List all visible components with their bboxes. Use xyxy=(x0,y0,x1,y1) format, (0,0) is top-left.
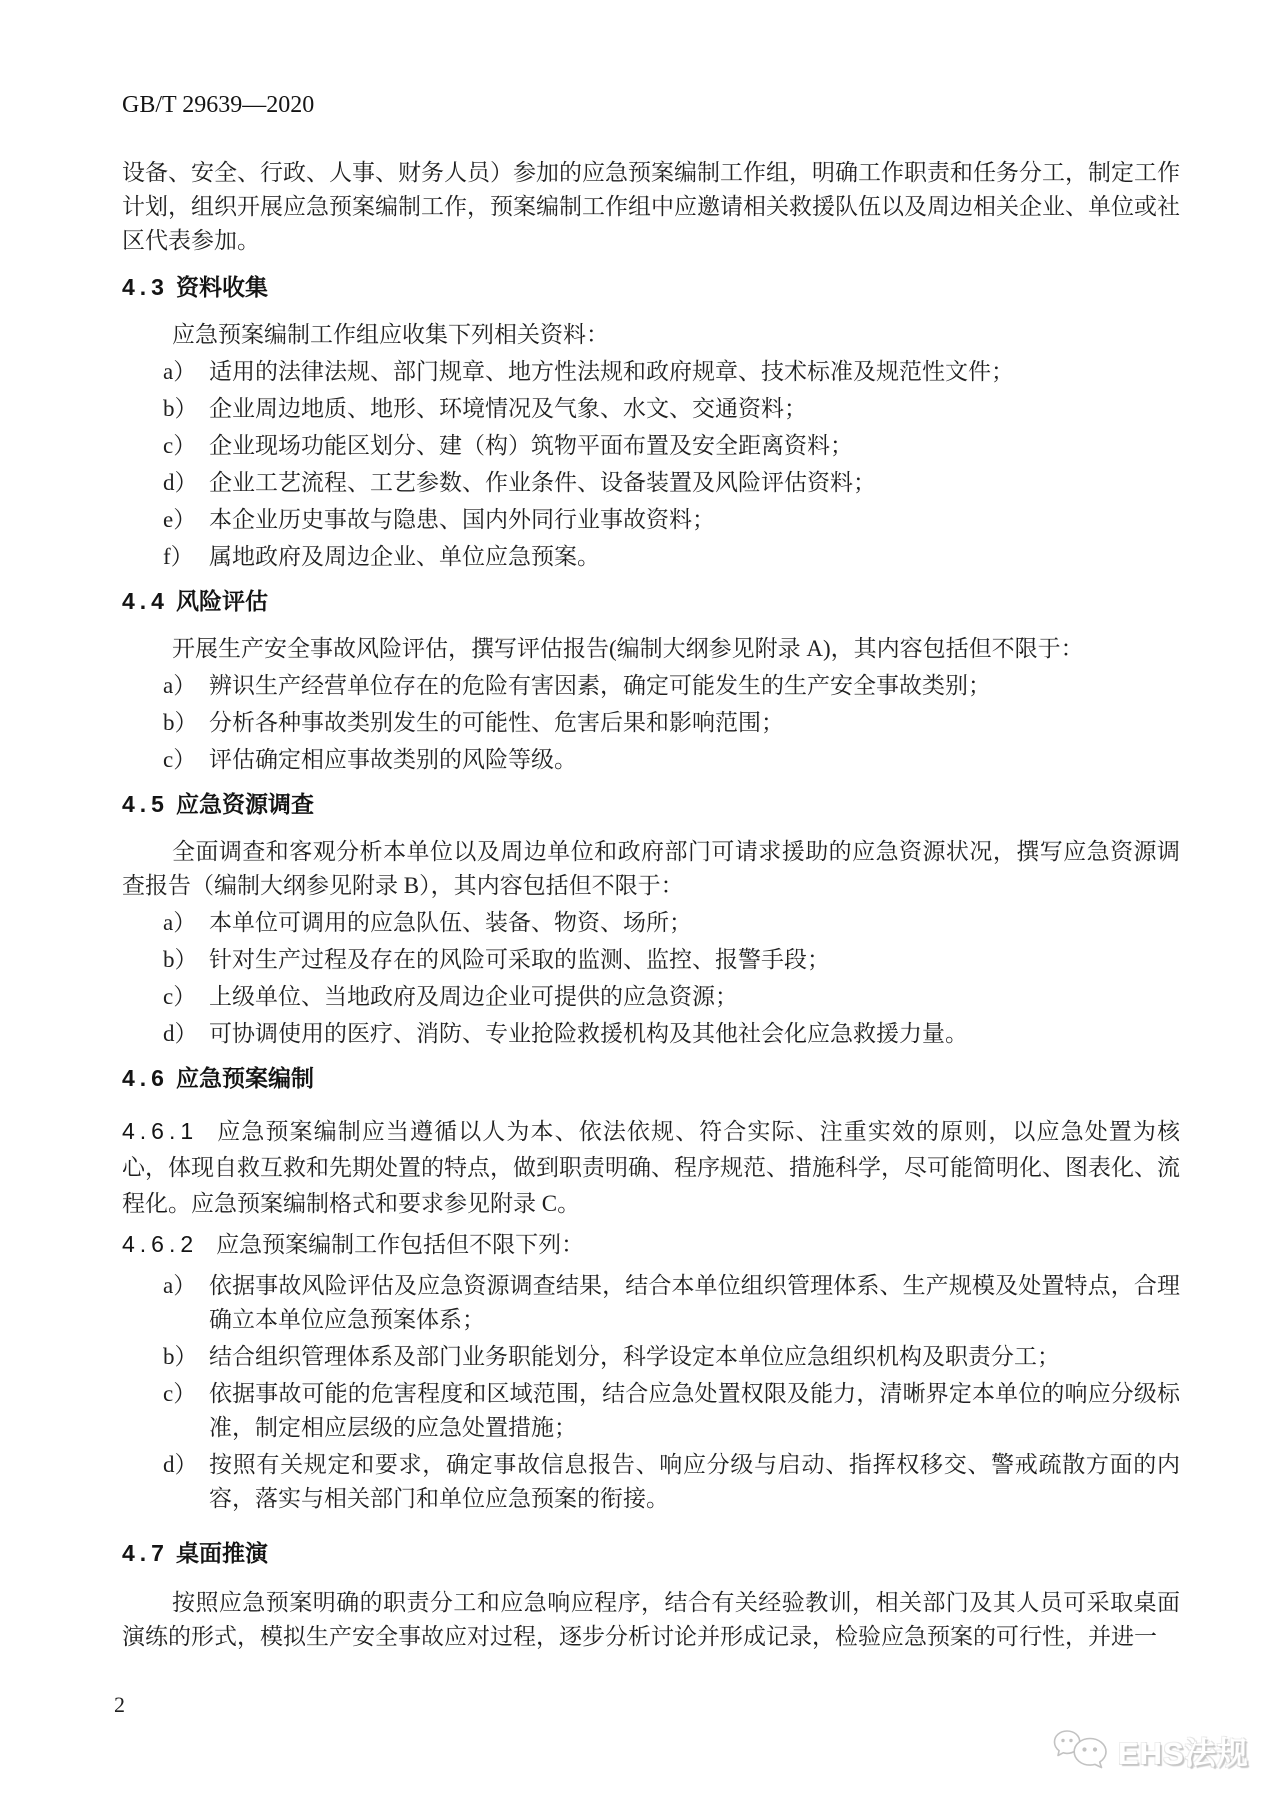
item-marker: d） xyxy=(163,470,198,495)
section-4-4-heading xyxy=(122,586,1180,616)
item-marker: a） xyxy=(163,359,197,384)
watermark xyxy=(1052,1728,1249,1773)
item-marker: b） xyxy=(163,1344,198,1369)
list-item xyxy=(122,669,1180,703)
section-4-5-heading xyxy=(122,789,1180,819)
item-text: 结合组织管理体系及部门业务职能划分，科学设定本单位应急组织机构及职责分工； xyxy=(209,1344,1060,1369)
item-text: 依据事故可能的危害程度和区域范围，结合应急处置权限及能力，清晰界定本单位的响应分级标准，制定相应层级的应急处置措施； xyxy=(209,1381,1180,1440)
item-text: 属地政府及周边企业、单位应急预案。 xyxy=(209,544,600,569)
section-4-3-intro: 应急预案编制工作组应收集下列相关资料： xyxy=(172,322,609,347)
item-marker: b） xyxy=(163,396,198,421)
item-text: 本企业历史事故与隐患、国内外同行业事故资料； xyxy=(209,507,715,532)
wechat-icon xyxy=(1052,1729,1110,1773)
item-text: 企业周边地质、地形、环境情况及气象、水文、交通资料； xyxy=(209,396,807,421)
item-text: 企业现场功能区划分、建（构）筑物平面布置及安全距离资料； xyxy=(209,433,853,458)
section-4-6-list xyxy=(122,1269,1180,1516)
list-item xyxy=(122,355,1180,389)
item-marker: c） xyxy=(163,984,197,1009)
list-item xyxy=(122,980,1180,1014)
section-4-4-list xyxy=(122,669,1180,777)
list-item xyxy=(122,743,1180,777)
clause-number: 4.6.2 xyxy=(122,1231,199,1257)
continued-paragraph: 设备、安全、行政、人事、财务人员）参加的应急预案编制工作组，明确工作职责和任务分工，制定工作计划，组织开展应急预案编制工作，预案编制工作组中应邀请相关救援队伍以及周边相关企业、单位或社区代表参加。 xyxy=(122,160,1180,253)
list-item xyxy=(122,1377,1180,1445)
item-marker: f） xyxy=(163,544,194,569)
item-marker: d） xyxy=(163,1452,198,1477)
list-item xyxy=(122,503,1180,537)
section-4-3-heading xyxy=(122,272,1180,302)
list-item xyxy=(122,392,1180,426)
clause-number: 4.6.1 xyxy=(122,1118,199,1144)
section-heading-title: 资料收集 xyxy=(176,274,268,300)
section-4-6-heading xyxy=(122,1063,1180,1093)
item-marker: c） xyxy=(163,1381,197,1406)
list-item xyxy=(122,706,1180,740)
item-marker: a） xyxy=(163,1273,197,1298)
standard-number: GB/T 29639—2020 xyxy=(122,92,315,118)
item-text: 可协调使用的医疗、消防、专业抢险救援机构及其他社会化应急救援力量。 xyxy=(209,1021,968,1046)
item-text: 针对生产过程及存在的风险可采取的监测、监控、报警手段； xyxy=(209,947,830,972)
clause-text: 应急预案编制工作包括但不限下列： xyxy=(216,1232,585,1257)
list-item xyxy=(122,429,1180,463)
item-marker: d） xyxy=(163,1021,198,1046)
section-heading-number: 4.6 xyxy=(122,1065,169,1091)
item-text: 按照有关规定和要求，确定事故信息报告、响应分级与启动、指挥权移交、警戒疏散方面的内容，落实与相关部门和单位应急预案的衔接。 xyxy=(209,1452,1180,1511)
clause-text: 应急预案编制应当遵循以人为本、依法依规、符合实际、注重实效的原则，以应急处置为核心，体现自救互救和先期处置的特点，做到职责明确、程序规范、措施科学，尽可能简明化、图表化、流程化。应急预案编制格式和要求参见附录 C。 xyxy=(122,1119,1180,1216)
item-marker: a） xyxy=(163,910,197,935)
item-text: 分析各种事故类别发生的可能性、危害后果和影响范围； xyxy=(209,710,784,735)
section-4-7-heading xyxy=(122,1538,1180,1568)
section-heading-title: 应急资源调查 xyxy=(176,791,314,817)
item-text: 上级单位、当地政府及周边企业可提供的应急资源； xyxy=(209,984,738,1009)
section-4-7-paragraph: 按照应急预案明确的职责分工和应急响应程序，结合有关经验教训，相关部门及其人员可采取桌面演练的形式，模拟生产安全事故应对过程，逐步分析讨论并形成记录，检验应急预案的可行性，并进一 xyxy=(122,1590,1180,1649)
item-marker: b） xyxy=(163,710,198,735)
section-heading-title: 桌面推演 xyxy=(176,1540,268,1566)
section-4-5-list xyxy=(122,906,1180,1051)
item-marker: c） xyxy=(163,747,197,772)
page-number: 2 xyxy=(114,1692,125,1717)
section-heading-title: 应急预案编制 xyxy=(176,1065,314,1091)
list-item xyxy=(122,540,1180,574)
list-item xyxy=(122,1269,1180,1337)
section-heading-number: 4.5 xyxy=(122,791,169,817)
item-marker: e） xyxy=(163,507,197,532)
section-heading-number: 4.7 xyxy=(122,1540,169,1566)
section-4-4-intro: 开展生产安全事故风险评估，撰写评估报告(编制大纲参见附录 A)，其内容包括但不限于： xyxy=(172,636,1084,661)
item-text: 依据事故风险评估及应急资源调查结果，结合本单位组织管理体系、生产规模及处置特点，合理确立本单位应急预案体系； xyxy=(209,1273,1180,1332)
item-text: 评估确定相应事故类别的风险等级。 xyxy=(209,747,577,772)
section-4-5-intro: 全面调查和客观分析本单位以及周边单位和政府部门可请求援助的应急资源状况，撰写应急资源调查报告（编制大纲参见附录 B），其内容包括但不限于： xyxy=(122,839,1180,898)
clause-paragraph xyxy=(122,1113,1180,1222)
item-text: 辨识生产经营单位存在的危险有害因素，确定可能发生的生产安全事故类别； xyxy=(209,673,991,698)
clause-paragraph xyxy=(122,1226,1180,1263)
section-4-3-list xyxy=(122,355,1180,574)
section-heading-title: 风险评估 xyxy=(176,588,268,614)
list-item xyxy=(122,943,1180,977)
watermark-text: EHS法规 xyxy=(1118,1736,1249,1771)
item-marker: c） xyxy=(163,433,197,458)
list-item xyxy=(122,1340,1180,1374)
list-item xyxy=(122,466,1180,500)
item-text: 企业工艺流程、工艺参数、作业条件、设备装置及风险评估资料； xyxy=(209,470,876,495)
list-item xyxy=(122,906,1180,940)
item-marker: b） xyxy=(163,947,198,972)
list-item xyxy=(122,1448,1180,1516)
section-heading-number: 4.4 xyxy=(122,588,169,614)
section-heading-number: 4.3 xyxy=(122,274,169,300)
item-text: 本单位可调用的应急队伍、装备、物资、场所； xyxy=(209,910,692,935)
list-item xyxy=(122,1017,1180,1051)
item-text: 适用的法律法规、部门规章、地方性法规和政府规章、技术标准及规范性文件； xyxy=(209,359,1014,384)
item-marker: a） xyxy=(163,673,197,698)
